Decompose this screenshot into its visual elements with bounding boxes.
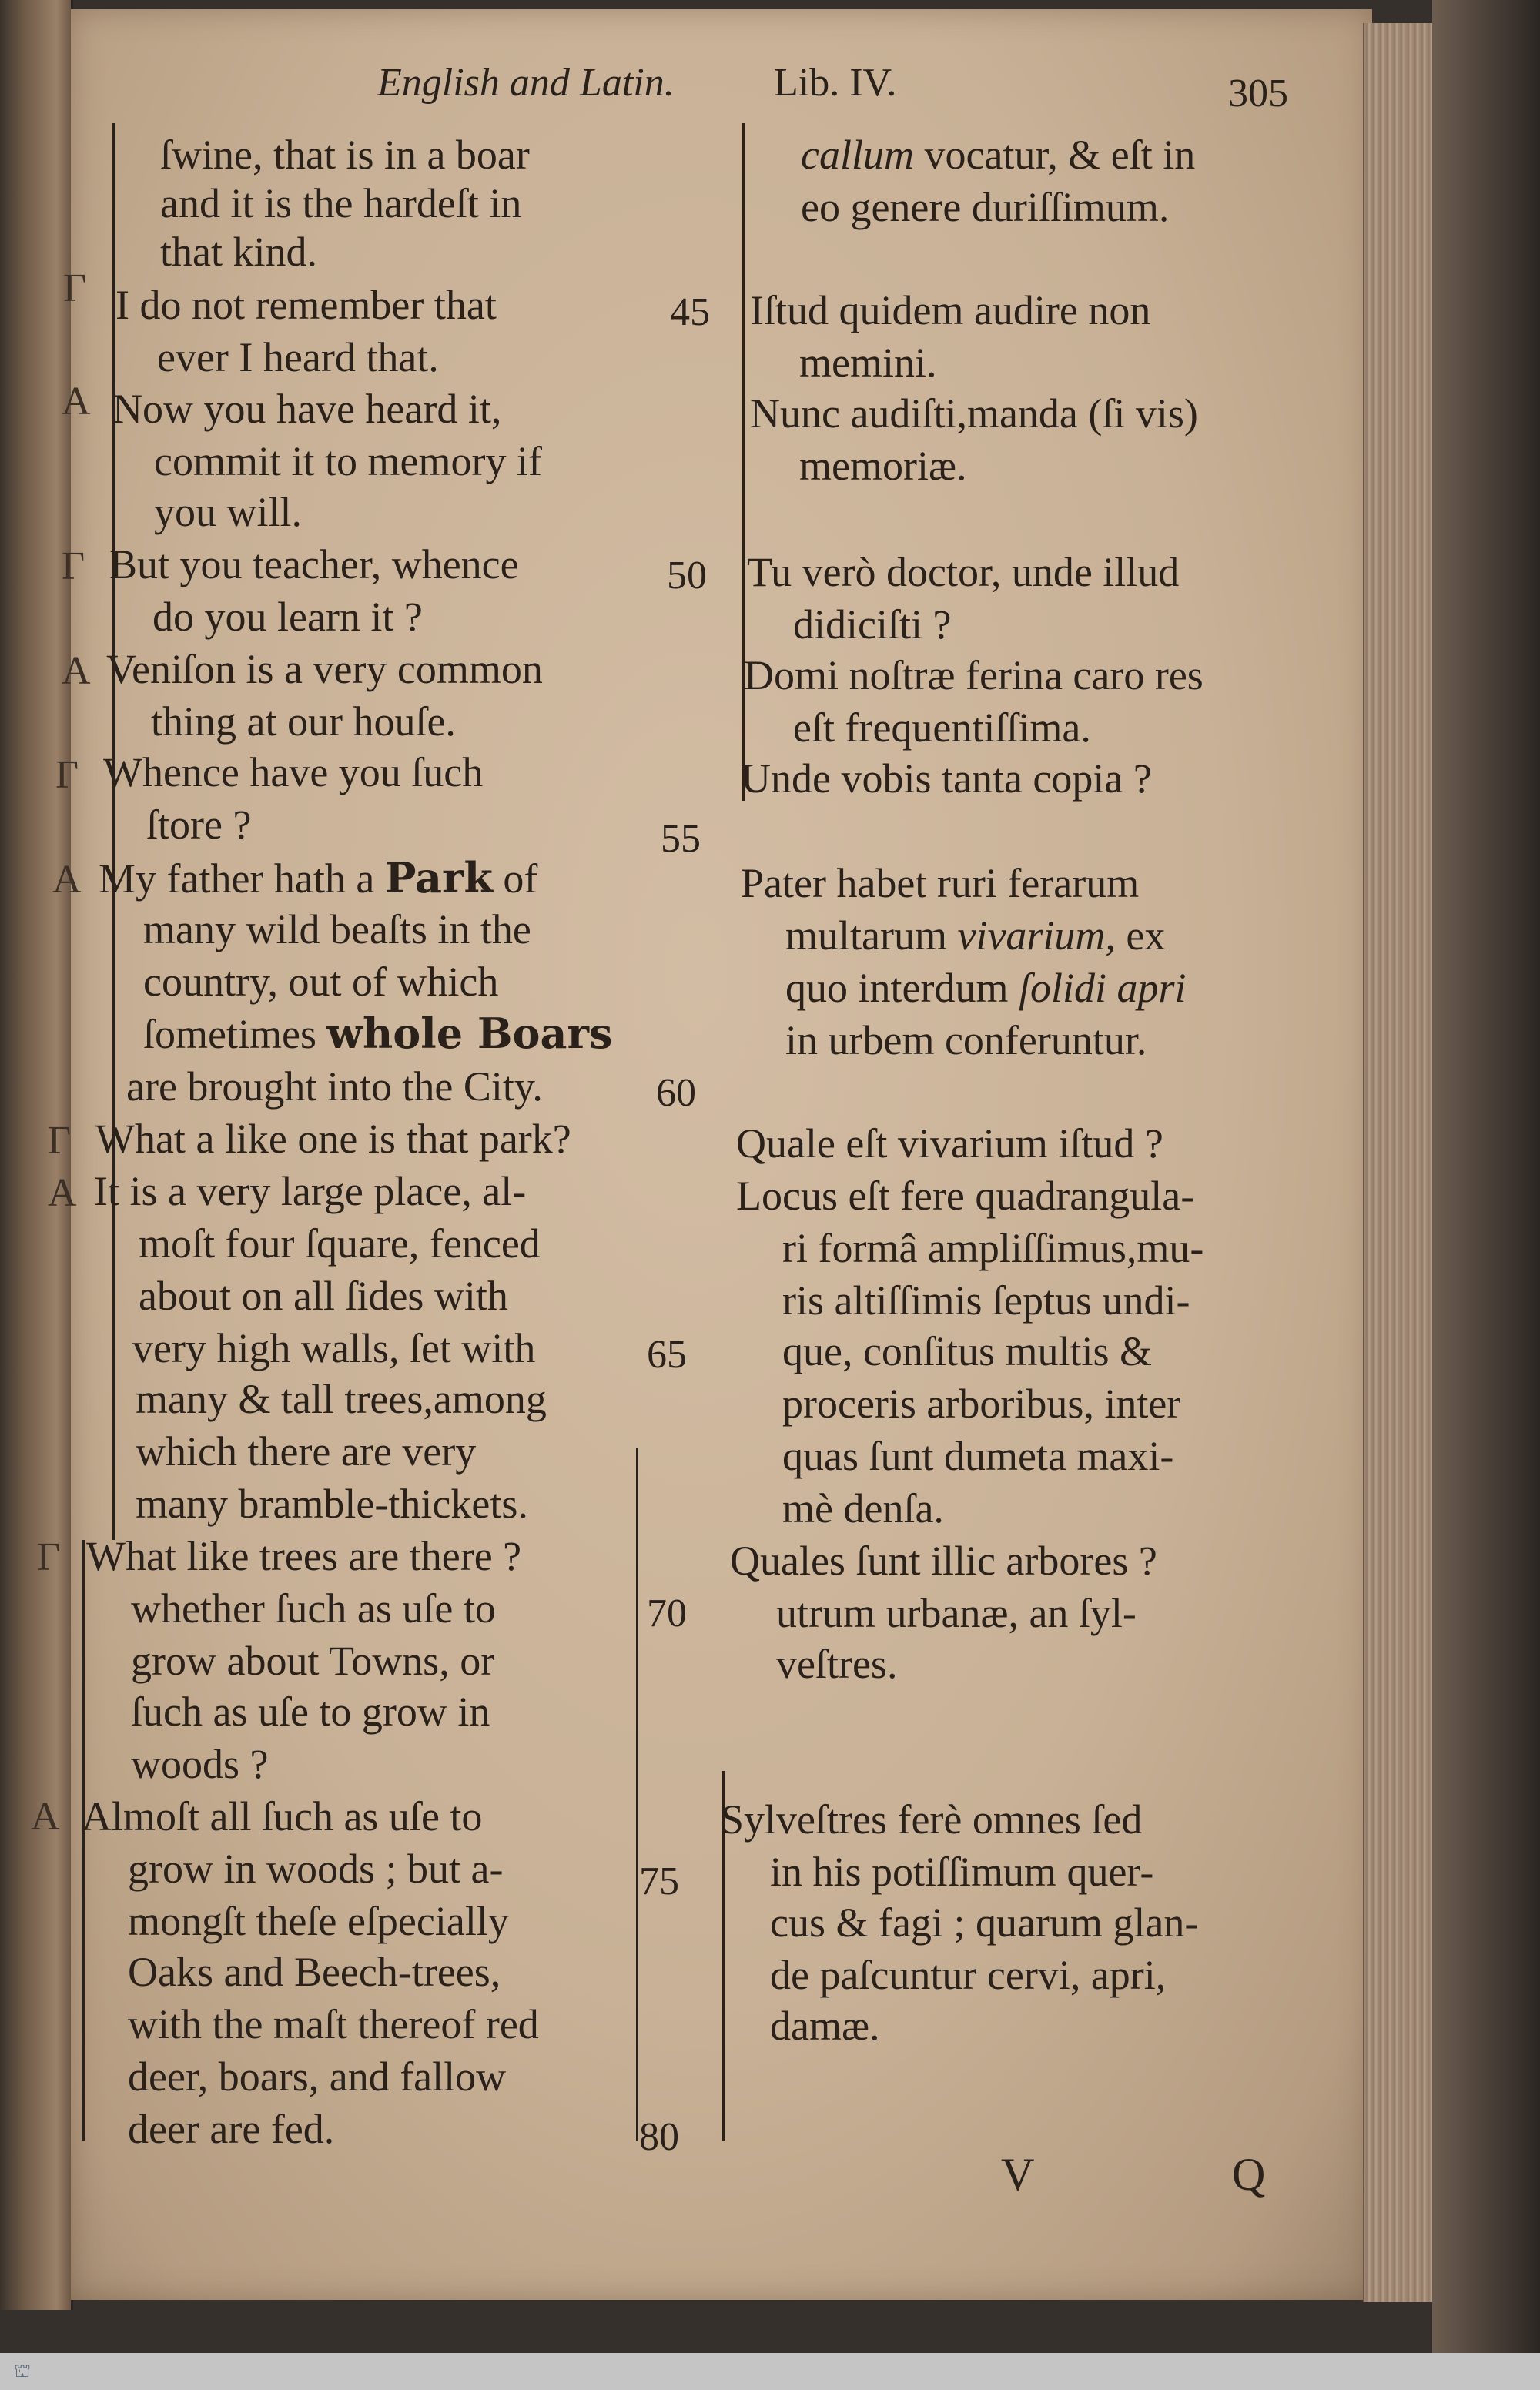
latin-line: cus & fagi ; quarum glan- bbox=[770, 1900, 1199, 1946]
english-line: But you teacher, whence bbox=[109, 541, 519, 587]
latin-italic-term: callum bbox=[801, 132, 914, 178]
english-line: and it is the hardeſt in bbox=[160, 180, 522, 226]
english-line-start: My father hath a bbox=[99, 855, 375, 902]
signature-mark: V bbox=[1001, 2149, 1035, 2200]
latin-line: proceris arboribus, inter bbox=[782, 1381, 1181, 1427]
english-line bbox=[99, 853, 537, 902]
latin-line: Quale eſt vivarium iſtud ? bbox=[736, 1120, 1163, 1167]
english-line: are brought into the City. bbox=[126, 1063, 543, 1110]
english-line: many bramble-thickets. bbox=[136, 1481, 528, 1527]
line-number: 55 bbox=[661, 817, 701, 861]
speaker-mark: A bbox=[62, 649, 91, 693]
left-column-rule bbox=[112, 123, 116, 1540]
latin-line: eo genere duriſſimum. bbox=[801, 184, 1170, 230]
latin-line: ri formâ ampliſſimus,mu- bbox=[782, 1225, 1204, 1271]
english-line: with the maſt thereof red bbox=[128, 2001, 539, 2047]
latin-line: Locus eſt fere quadrangula- bbox=[736, 1173, 1195, 1219]
english-line: Almoſt all ſuch as uſe to bbox=[82, 1793, 483, 1839]
english-line: I do not remember that bbox=[116, 282, 497, 328]
blackletter-park: Park bbox=[384, 853, 493, 902]
line-number: 45 bbox=[670, 290, 710, 334]
latin-line: utrum urbanæ, an ſyl- bbox=[776, 1590, 1137, 1636]
latin-line: Iſtud quidem audire non bbox=[750, 287, 1151, 333]
english-line: ſuch as uſe to grow in bbox=[131, 1689, 490, 1735]
latin-line: veſtres. bbox=[776, 1641, 898, 1687]
english-line: whether ſuch as uſe to bbox=[131, 1585, 496, 1632]
speaker-mark: Γ bbox=[48, 1119, 72, 1163]
latin-line: Sylveſtres ferè omnes ſed bbox=[721, 1796, 1143, 1843]
speaker-mark: A bbox=[52, 858, 82, 902]
line-number: 70 bbox=[647, 1592, 687, 1635]
latin-line: memini. bbox=[799, 340, 937, 386]
english-line: ſwine, that is in a boar bbox=[160, 132, 530, 178]
catchword: Q bbox=[1232, 2149, 1266, 2200]
center-rule bbox=[742, 123, 745, 801]
english-line: country, out of which bbox=[143, 959, 499, 1005]
latin-line: Nunc audiſti,manda (ſi vis) bbox=[750, 390, 1198, 437]
english-line: ever I heard that. bbox=[157, 334, 439, 380]
line-number: 60 bbox=[656, 1071, 696, 1115]
speaker-mark: Γ bbox=[55, 753, 79, 797]
english-line: about on all ſides with bbox=[139, 1273, 508, 1319]
english-line: Veniſon is a very common bbox=[106, 646, 543, 692]
english-line: Now you have heard it, bbox=[112, 386, 502, 432]
english-line: do you learn it ? bbox=[152, 594, 423, 640]
latin-line bbox=[785, 964, 1187, 1012]
latin-line: in urbem conferuntur. bbox=[785, 1017, 1147, 1063]
latin-line: que, conſitus multis & bbox=[782, 1328, 1152, 1374]
left-column-rule bbox=[82, 1540, 85, 2141]
library-logo-icon: ⛫ bbox=[13, 2362, 32, 2382]
english-line: deer are fed. bbox=[128, 2106, 335, 2152]
latin-line-start: quo interdum bbox=[785, 965, 1009, 1011]
line-number-rule bbox=[636, 1448, 638, 2141]
line-number: 50 bbox=[667, 554, 707, 598]
latin-line-start: multarum bbox=[785, 912, 947, 959]
page-fore-edge bbox=[1363, 23, 1434, 2302]
english-line: commit it to memory if bbox=[154, 438, 542, 484]
latin-italic-term: ſolidi apri bbox=[1018, 965, 1187, 1011]
latin-line: Pater habet ruri ferarum bbox=[741, 860, 1140, 906]
latin-line bbox=[785, 912, 1165, 959]
latin-line: didiciſti ? bbox=[793, 601, 952, 648]
latin-line-end: vocatur, & eſt in bbox=[924, 132, 1196, 178]
english-line: mongſt theſe eſpecially bbox=[128, 1898, 509, 1944]
latin-line: Tu verò doctor, unde illud bbox=[747, 549, 1180, 595]
english-line: woods ? bbox=[131, 1741, 269, 1787]
english-line-end: of bbox=[503, 855, 538, 902]
latin-line: ris altiſſimis ſeptus undi- bbox=[782, 1277, 1190, 1324]
viewer-bottom-bar bbox=[0, 2353, 1540, 2390]
latin-line: Domi noſtræ ferina caro res bbox=[744, 652, 1204, 698]
latin-italic-term: vivarium, bbox=[957, 912, 1116, 959]
running-title: English and Latin. bbox=[377, 61, 675, 105]
latin-line: damæ. bbox=[770, 2003, 880, 2049]
speaker-mark: Γ bbox=[37, 1535, 61, 1579]
english-line: grow in woods ; but a- bbox=[128, 1846, 504, 1892]
english-line: moſt four ſquare, fenced bbox=[139, 1220, 541, 1267]
english-line: which there are very bbox=[136, 1428, 477, 1475]
latin-line: mè denſa. bbox=[782, 1485, 944, 1531]
english-line bbox=[143, 1009, 612, 1058]
latin-line-end: ex bbox=[1126, 912, 1166, 959]
english-line: What a like one is that park? bbox=[95, 1116, 571, 1162]
english-line: many wild beaſts in the bbox=[143, 906, 531, 952]
english-line: very high walls, ſet with bbox=[132, 1325, 536, 1371]
latin-line: in his potiſſimum quer- bbox=[770, 1849, 1154, 1895]
english-line: ſtore ? bbox=[146, 802, 252, 848]
latin-line: memoriæ. bbox=[799, 443, 967, 489]
page-number: 305 bbox=[1228, 72, 1288, 115]
english-line: thing at our houſe. bbox=[151, 698, 456, 745]
english-line: deer, boars, and fallow bbox=[128, 2054, 507, 2100]
latin-line: de paſcuntur cervi, apri, bbox=[770, 1952, 1167, 1998]
speaker-mark: Γ bbox=[62, 544, 85, 588]
line-number: 65 bbox=[647, 1333, 687, 1377]
latin-line bbox=[801, 131, 1195, 179]
line-number: 75 bbox=[639, 1859, 679, 1903]
latin-line: Quales ſunt illic arbores ? bbox=[730, 1538, 1157, 1584]
english-line: you will. bbox=[154, 489, 303, 535]
english-line: It is a very large place, al- bbox=[94, 1168, 527, 1214]
speaker-mark: A bbox=[48, 1171, 77, 1215]
speaker-mark: Γ bbox=[63, 266, 87, 310]
speaker-mark: A bbox=[31, 1795, 60, 1839]
speaker-mark: A bbox=[62, 380, 91, 423]
english-line: grow about Towns, or bbox=[131, 1638, 495, 1684]
english-line-start: ſometimes bbox=[143, 1011, 316, 1057]
latin-line: Unde vobis tanta copia ? bbox=[741, 755, 1152, 802]
latin-line: eſt frequentiſſima. bbox=[793, 705, 1091, 751]
english-line: What like trees are there ? bbox=[86, 1533, 522, 1579]
english-line: that kind. bbox=[160, 229, 317, 275]
english-line: Oaks and Beech-trees, bbox=[128, 1949, 501, 1995]
blackletter-whole-boars: whole Boars bbox=[326, 1009, 613, 1058]
line-number: 80 bbox=[639, 2115, 679, 2159]
english-line: many & tall trees,among bbox=[136, 1376, 547, 1422]
binding-shadow bbox=[1432, 0, 1540, 2353]
latin-line: quas ſunt dumeta maxi- bbox=[782, 1433, 1174, 1479]
english-line: Whence have you ſuch bbox=[103, 749, 484, 795]
book-number: Lib. IV. bbox=[774, 61, 897, 105]
